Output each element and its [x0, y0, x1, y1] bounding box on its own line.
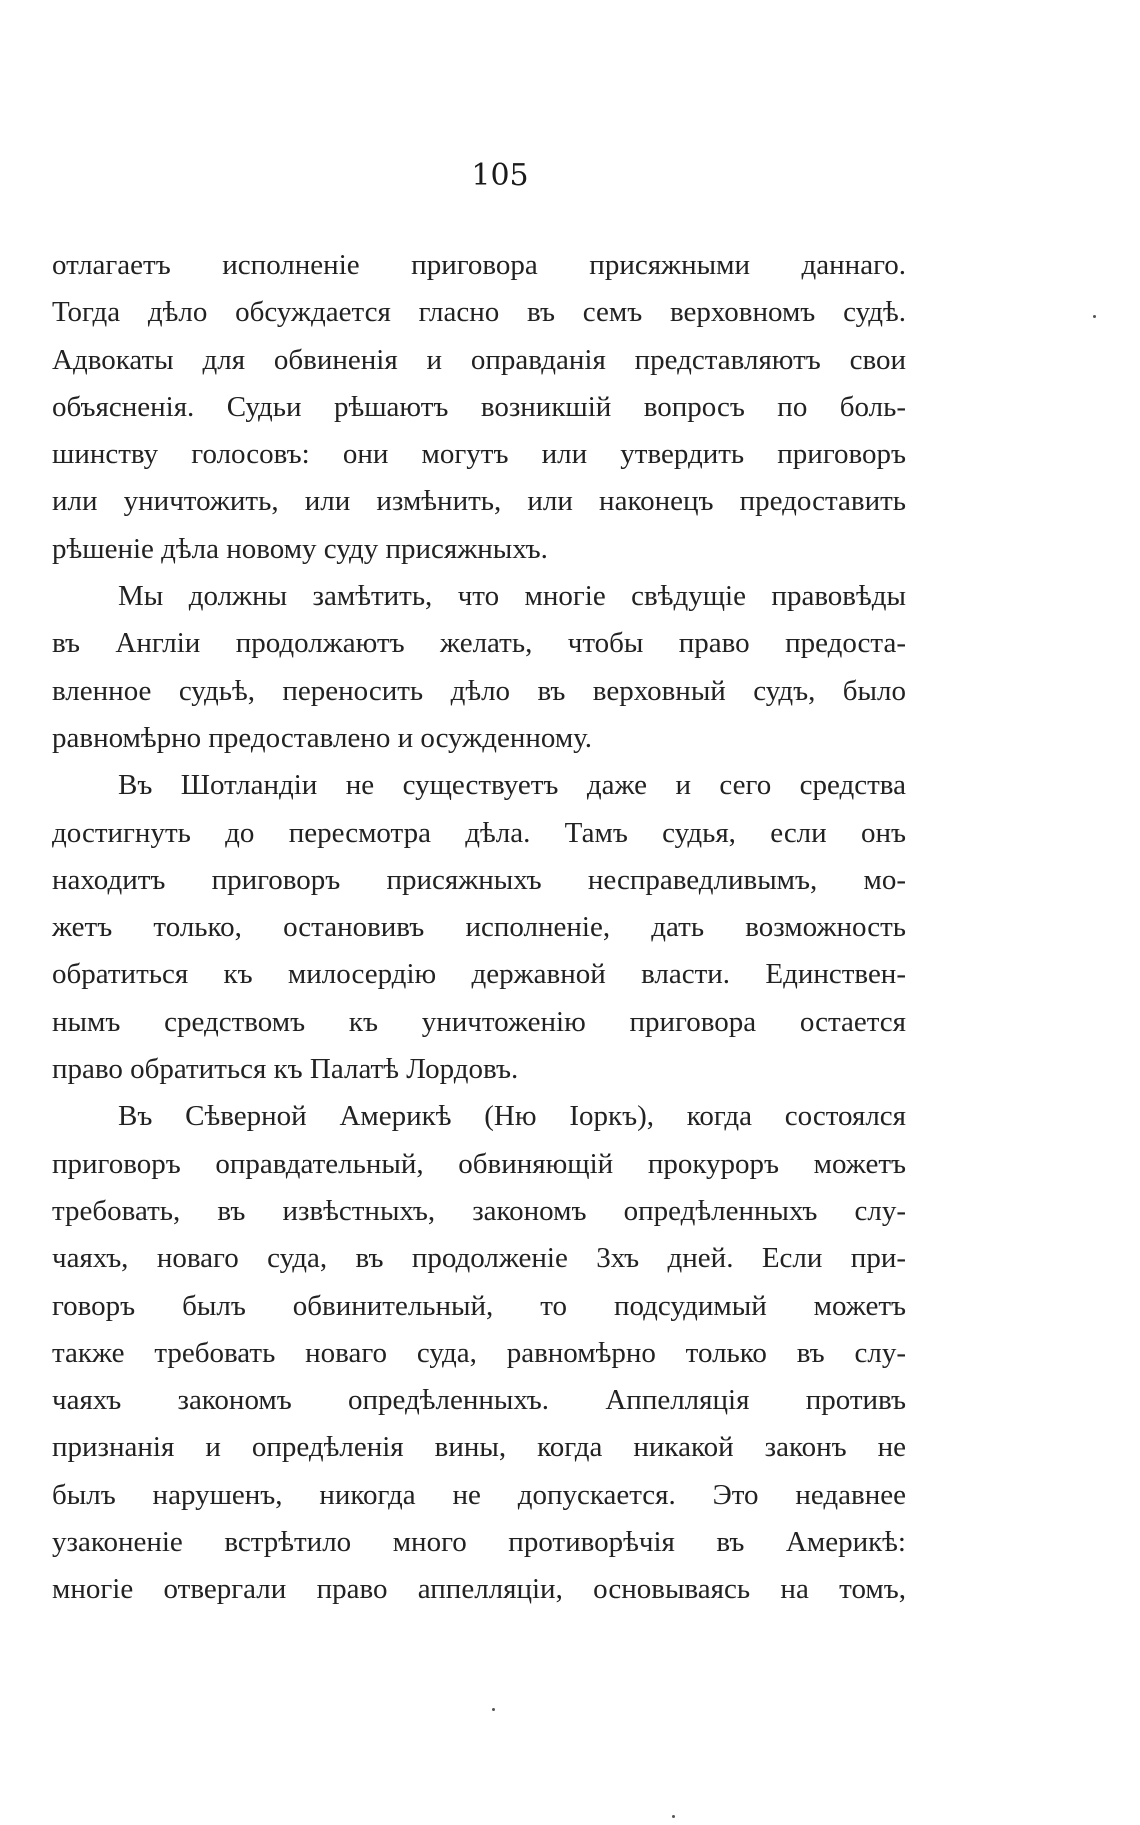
print-speck — [492, 1708, 495, 1711]
paragraph — [52, 573, 906, 762]
text-line: Въ Шотландіи не существуетъ даже и сего средства — [118, 769, 906, 802]
text-line: обратиться къ милосердію державной власти. Единствен- — [52, 958, 906, 991]
text-line: Мы должны замѣтить, что многіе свѣдущіе правовѣды — [118, 580, 906, 613]
text-line: чаяхъ, новаго суда, въ продолженіе 3хъ дней. Если при- — [52, 1242, 906, 1275]
text-line: находитъ приговоръ присяжныхъ несправедливымъ, мо- — [52, 863, 906, 896]
text-line: нымъ средствомъ къ уничтоженію приговора остается — [52, 1005, 906, 1038]
text-line: Адвокаты для обвиненія и оправданія представляютъ свои — [52, 343, 906, 376]
text-line: узаконеніе встрѣтило много противорѣчія въ Америкѣ: — [52, 1526, 906, 1559]
text-line: шинству голосовъ: они могутъ или утвердить приговоръ — [52, 438, 906, 471]
text-line: вленное судьѣ, переносить дѣло въ верховный судъ, было — [52, 674, 906, 707]
text-line: Въ Сѣверной Америкѣ (Ню Іоркъ), когда состоялся — [118, 1100, 906, 1133]
text-line: въ Англіи продолжаютъ желать, чтобы право предоста- — [52, 627, 906, 660]
text-line: достигнуть до пересмотра дѣла. Тамъ судья, если онъ — [52, 816, 906, 849]
text-line: признанія и опредѣленія вины, когда никакой законъ не — [52, 1431, 906, 1464]
page-number: 105 — [471, 158, 529, 193]
print-speck — [1093, 315, 1096, 318]
print-speck — [672, 1815, 675, 1818]
text-line: говоръ былъ обвинительный, то подсудимый можетъ — [52, 1289, 906, 1322]
text-line: отлагаетъ исполненіе приговора присяжными даннаго. — [52, 249, 906, 281]
text-line: приговоръ оправдательный, обвиняющій прокуроръ можетъ — [52, 1147, 906, 1180]
text-line: рѣшеніе дѣла новому суду присяжныхъ. — [52, 532, 548, 565]
text-line: право обратиться къ Палатѣ Лордовъ. — [52, 1053, 519, 1086]
paragraph — [52, 762, 906, 1093]
text-line: чаяхъ закономъ опредѣленныхъ. Аппелляція противъ — [52, 1384, 906, 1417]
body-text — [52, 242, 906, 1614]
text-line: многіе отвергали право аппелляціи, основываясь на томъ, — [52, 1573, 906, 1606]
text-line: Тогда дѣло обсуждается гласно въ семъ верховномъ судѣ. — [52, 296, 906, 329]
text-line: объясненія. Судьи рѣшаютъ возникшій вопросъ по боль- — [52, 390, 906, 423]
text-line: или уничтожить, или измѣнить, или наконецъ предоставить — [52, 485, 906, 518]
text-line: жетъ только, остановивъ исполненіе, дать возможность — [52, 911, 906, 944]
text-line: также требовать новаго суда, равномѣрно только въ слу- — [52, 1336, 906, 1369]
text-line: требовать, въ извѣстныхъ, закономъ опредѣленныхъ слу- — [52, 1194, 906, 1227]
text-line: былъ нарушенъ, никогда не допускается. Это недавнее — [52, 1478, 906, 1511]
paragraph — [52, 1093, 906, 1613]
text-line: равномѣрно предоставлено и осужденному. — [52, 721, 593, 754]
paragraph — [52, 242, 906, 573]
